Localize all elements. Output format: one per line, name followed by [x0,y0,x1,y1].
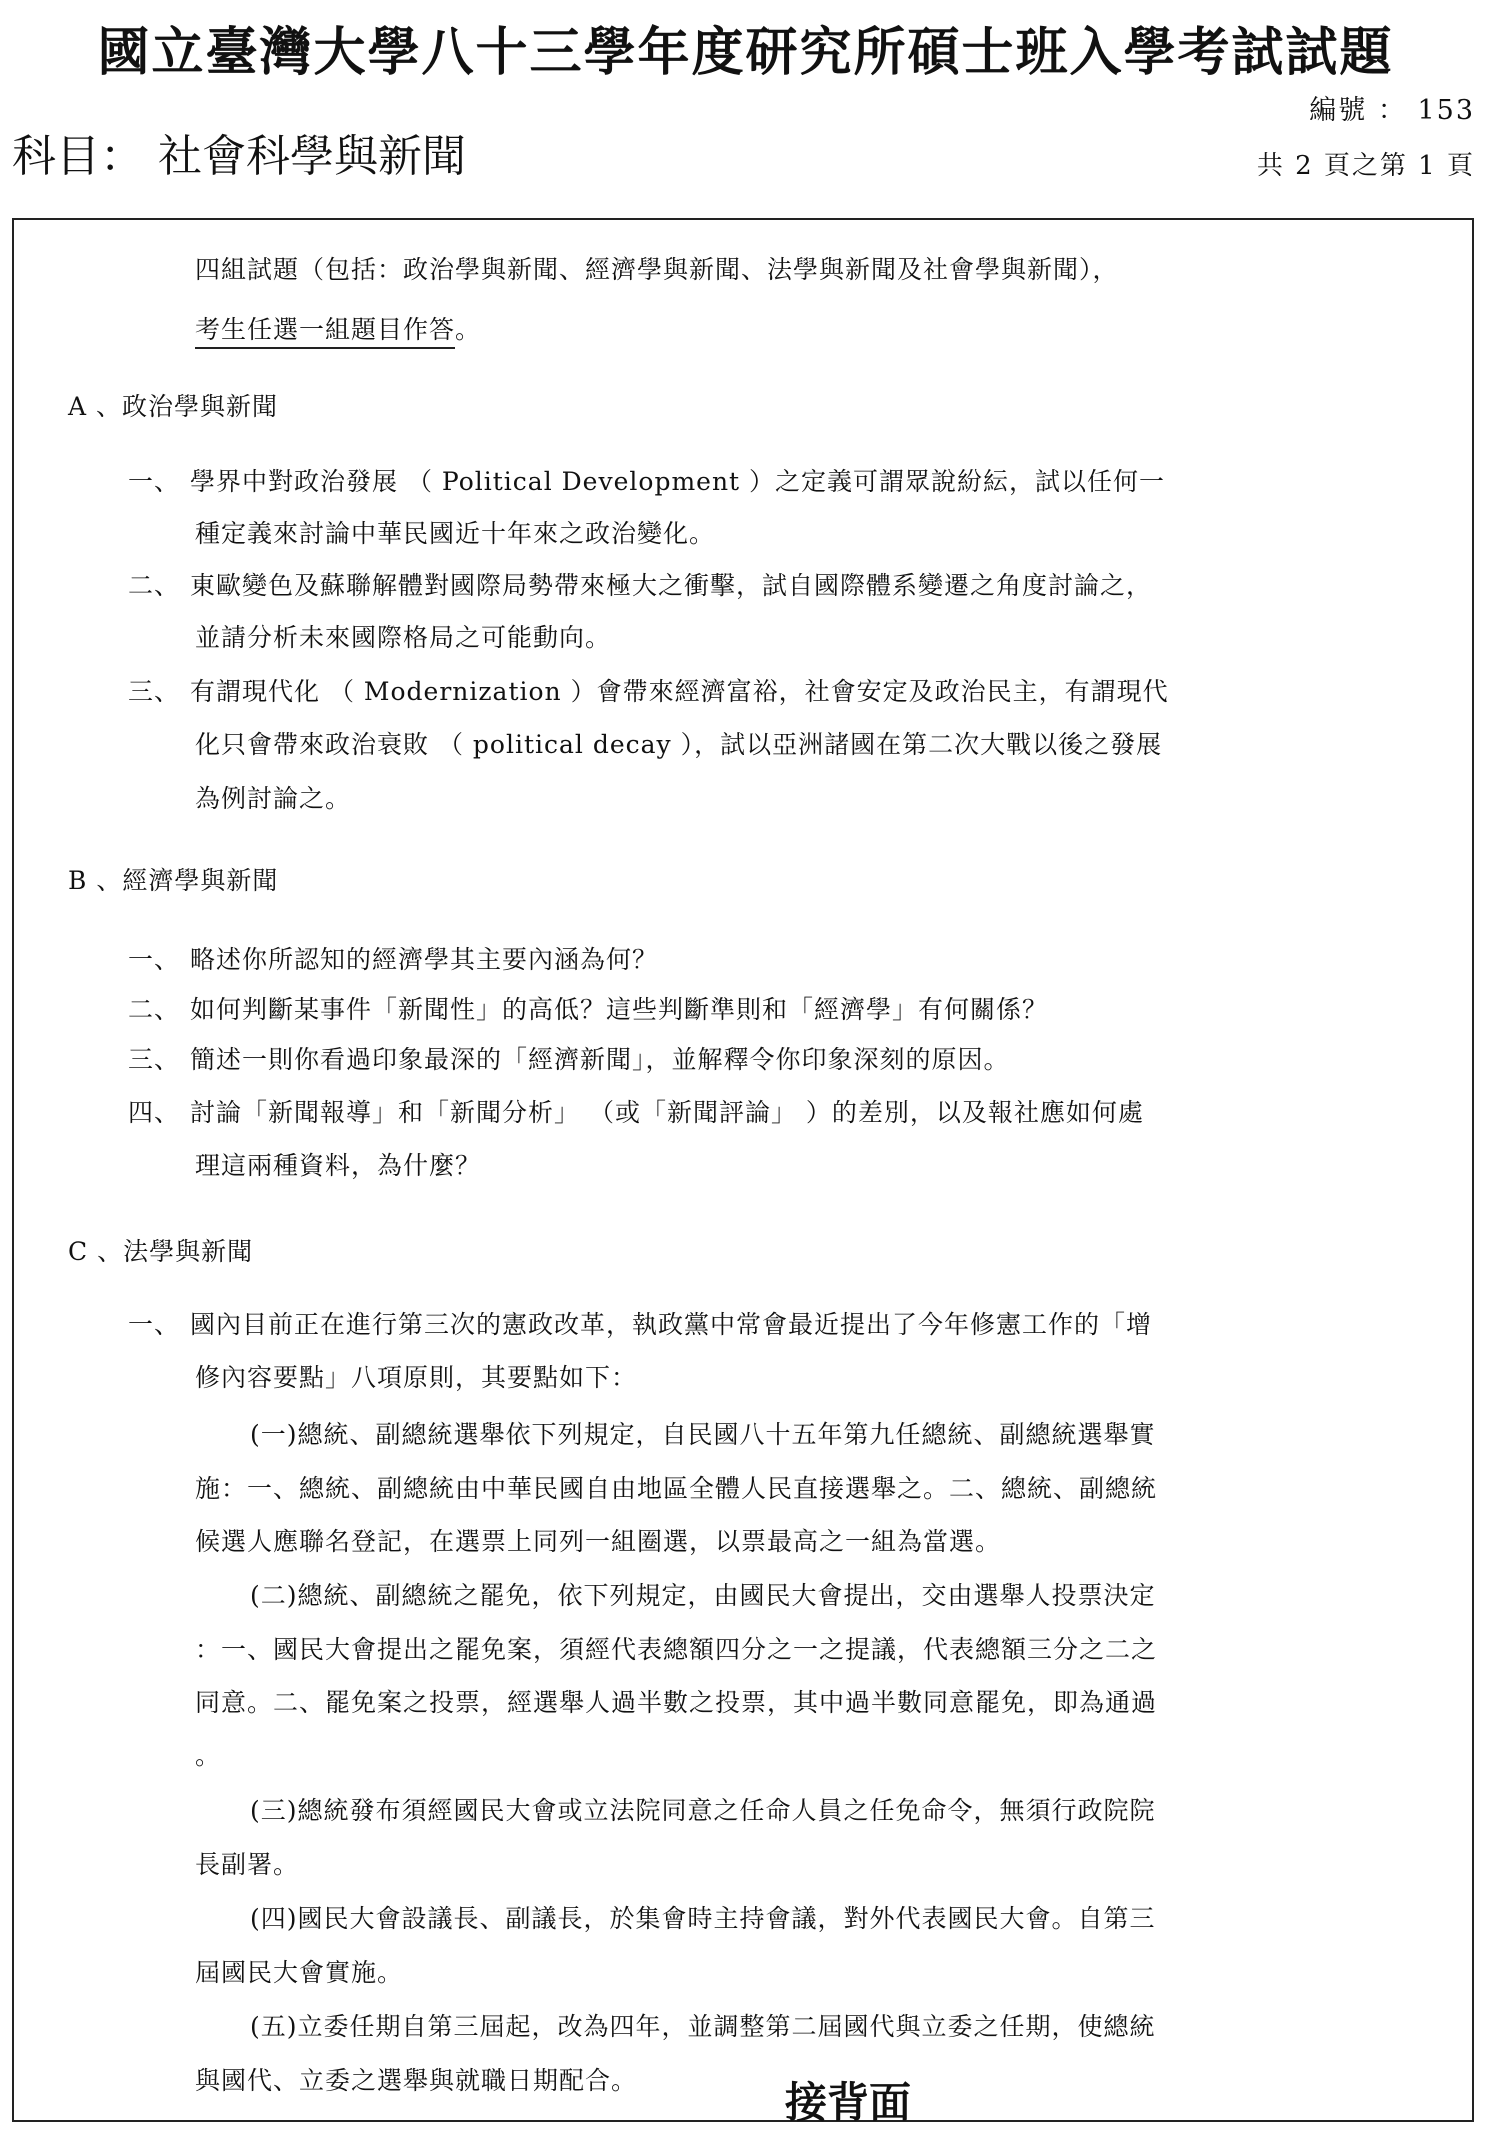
section-a-q2-line-2: 並請分析未來國際格局之可能動向。 [195,623,612,652]
section-c-heading: C 、法學與新聞 [68,1237,254,1266]
section-b-q2-line-1 [128,995,1048,1025]
section-b-q4-line-1 [128,1098,1144,1128]
section-c-point-4-line-1: (四)國民大會設議長、副議長，於集會時主持會議，對外代表國民大會。自第三 [250,1904,1156,1933]
question-text: 討論「新聞報導」和「新聞分析」 （或「新聞評論」 ）的差別，以及報社應如何處 [190,1098,1144,1127]
section-c-point-4-line-2: 屆國民大會實施。 [195,1958,404,1987]
section-c-point-5-line-1: (五)立委任期自第三屆起，改為四年，並調整第二屆國代與立委之任期，使總統 [250,2012,1156,2041]
question-number: 一、 [128,467,181,496]
section-c-point-2-line-1: (二)總統、副總統之罷免，依下列規定，由國民大會提出，交由選舉人投票決定 [250,1581,1156,1610]
section-a-q1-line-2: 種定義來討論中華民國近十年來之政治變化。 [195,519,716,548]
section-a-q3-line-1 [128,677,1169,707]
section-b-q1-line-1 [128,945,658,975]
exam-code: 編號 ： 153 [1309,95,1475,126]
section-c-point-2-line-4: 。 [195,1741,222,1770]
question-number: 一、 [128,1310,181,1339]
question-number: 三、 [128,1045,181,1074]
question-number: 二、 [128,571,181,600]
question-text: 如何判斷某事件「新聞性」的高低？這些判斷準則和「經濟學」有何關係？ [190,995,1049,1024]
question-text: 東歐變色及蘇聯解體對國際局勢帶來極大之衝擊，試自國際體系變遷之角度討論之， [190,571,1153,600]
question-number: 一、 [128,945,181,974]
section-c-point-1-line-3: 候選人應聯名登記，在選票上同列一組圈選，以票最高之一組為當選。 [195,1527,1002,1556]
section-c-point-3-line-1: (三)總統發布須經國民大會或立法院同意之任命人員之任免命令，無須行政院院 [250,1796,1156,1825]
section-a-q3-line-3: 為例討論之。 [195,784,352,813]
intro-line-1: 四組試題（包括：政治學與新聞、經濟學與新聞、法學與新聞及社會學與新聞）， [195,255,1119,284]
question-number: 四、 [128,1098,181,1127]
section-c-point-2-line-3: 同意。二、罷免案之投票，經選舉人過半數之投票，其中過半數同意罷免，即為通過 [195,1688,1158,1717]
section-a-heading: A 、政治學與新聞 [68,392,279,421]
section-c-point-1-line-2: 施：一、總統、副總統由中華民國自由地區全體人民直接選舉之。二、總統、副總統 [195,1474,1158,1503]
section-c-point-5-line-2: 與國代、立委之選舉與就職日期配合。 [195,2066,638,2095]
intro-period: 。 [455,315,482,344]
question-number: 三、 [128,677,181,706]
section-c-q1-line-1 [128,1310,1152,1340]
section-a-q2-line-1 [128,571,1152,601]
question-text: 略述你所認知的經濟學其主要內涵為何？ [190,945,659,974]
question-text: 簡述一則你看過印象最深的「經濟新聞」，並解釋令你印象深刻的原因。 [190,1045,1010,1074]
turn-over-note: 接背面 [785,2078,912,2127]
section-c-point-2-line-2: ：一、國民大會提出之罷免案，須經代表總額四分之一之提議，代表總額三分之二之 [195,1635,1158,1664]
section-c-q1-line-2: 修內容要點」八項原則，其要點如下： [195,1363,638,1392]
intro-instruction: 考生任選一組題目作答 [195,315,455,349]
section-b-q4-line-2: 理這兩種資料，為什麼？ [195,1151,482,1180]
question-text: 國內目前正在進行第三次的憲政改革，執政黨中常會最近提出了今年修憲工作的「增 [190,1310,1153,1339]
subject-label: 科目： 社會科學與新聞 [12,131,466,182]
section-c-point-1-line-1: (一)總統、副總統選舉依下列規定，自民國八十五年第九任總統、副總統選舉實 [250,1420,1156,1449]
section-a-q1-line-1 [128,467,1165,497]
section-b-heading: B 、經濟學與新聞 [68,866,279,895]
question-number: 二、 [128,995,181,1024]
section-a-q3-line-2: 化只會帶來政治衰敗 （ political decay ），試以亞洲諸國在第二次大戰以後之發展 [195,730,1163,759]
question-text: 有謂現代化 （ Modernization ）會帶來經濟富裕，社會安定及政治民主，有謂現代 [190,677,1169,706]
section-b-q3-line-1 [128,1045,1010,1075]
exam-title: 國立臺灣大學八十三學年度研究所碩士班入學考試試題 [97,22,1394,83]
page-info: 共 2 頁之第 1 頁 [1256,151,1475,181]
section-c-point-3-line-2: 長副署。 [195,1850,300,1879]
intro-line-2 [195,315,481,345]
question-text: 學界中對政治發展 （ Political Development ）之定義可謂眾說紛紜，試以任何一 [190,467,1166,496]
